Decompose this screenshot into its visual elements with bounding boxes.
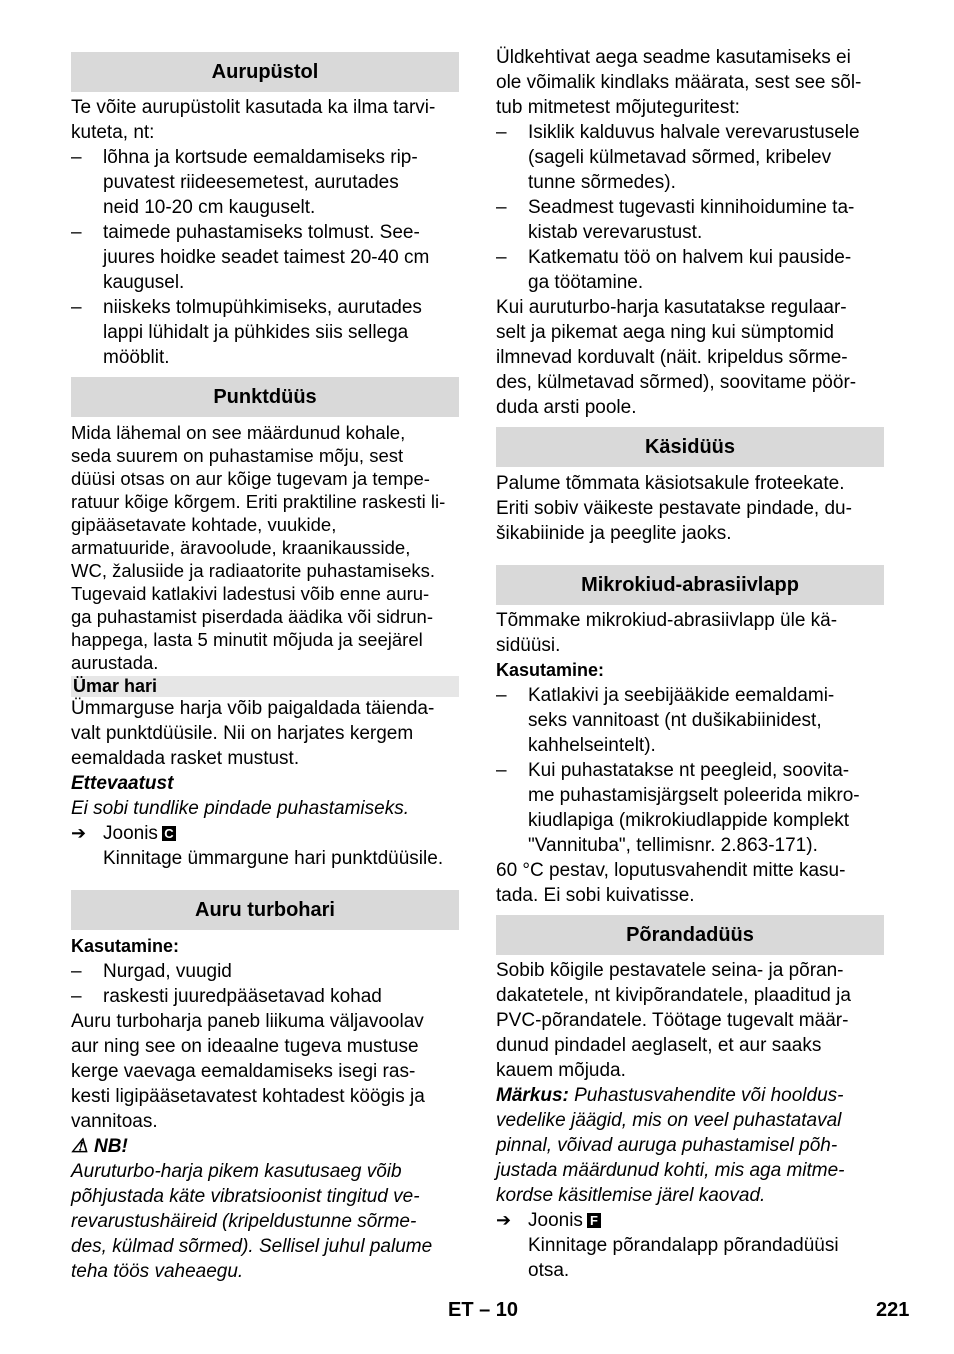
footer-language-page: ET – 10: [448, 1299, 519, 1321]
list-dash: –: [496, 247, 507, 268]
body-line: vannitoas.: [71, 1111, 158, 1132]
body-line: ga puhastamist piserdada äädika või sidrun-: [71, 606, 433, 627]
section-heading-porandaduus: Põrandadüüs: [496, 915, 884, 955]
section-heading-mikrokiud: Mikrokiud-abrasiivlapp: [496, 565, 884, 605]
caution-label: Ettevaatust: [71, 773, 174, 794]
caution-text: Ei sobi tundlike pindade puhastamiseks.: [71, 798, 409, 819]
list-dash: –: [496, 197, 507, 218]
list-item-line: seks vannitoast (nt dušikabiinidest,: [528, 710, 822, 731]
note-text: Puhastusvahendite või hooldus-: [568, 1085, 844, 1106]
body-line: happega, lasta 5 minutit mõjuda ja seejärel: [71, 629, 423, 650]
figure-letter-icon: C: [162, 826, 176, 841]
list-dash: –: [71, 297, 82, 318]
figure-reference-c: [103, 821, 176, 846]
list-dash: –: [71, 961, 82, 982]
body-line: Mida lähemal on see määrdunud kohale,: [71, 422, 406, 443]
aurupustol-intro-line-2: kuteta, nt:: [71, 122, 155, 143]
warning-text-line: teha töös vaheaegu.: [71, 1261, 244, 1282]
arrow-icon: ➔: [496, 1210, 512, 1230]
body-line: des, külmetavad sõrmed), soovitame pöör-: [496, 372, 857, 393]
list-item-line: puvatest riideesemetest, aurutades: [103, 172, 399, 193]
body-line: kesti ligipääsetavatest kohtadest köögis ja: [71, 1086, 425, 1107]
figure-letter-icon: F: [587, 1213, 601, 1228]
body-line: sidüüsi.: [496, 635, 561, 656]
body-line: šikabiinide ja peeglite jaoks.: [496, 523, 732, 544]
body-line: kerge vaevaga eemaldamiseks isegi ras-: [71, 1061, 416, 1082]
section-heading-aurupustol: Aurupüstol: [71, 52, 459, 92]
figure-label: Joonis: [103, 823, 158, 844]
umar-hari-line-2: valt punktdüüsile. Nii on harjates kergem: [71, 723, 414, 744]
body-line: dunud pindadel aeglaselt, et aur saaks: [496, 1035, 822, 1056]
body-line: aurustada.: [71, 652, 159, 673]
list-item-line: tunne sõrmedes).: [528, 172, 676, 193]
list-item-line: niiskeks tolmupühkimiseks, aurutades: [103, 297, 422, 318]
list-item-line: lappi lühidalt ja pühkides siis sellega: [103, 322, 409, 343]
body-line: düüsi otsas on aur kõige tugevam ja tempe-: [71, 468, 430, 489]
body-line: WC, žalusiide ja radiaatorite puhastamiseks.: [71, 560, 435, 581]
body-line: aur ning see on ideaalne tugeva mustuse: [71, 1036, 419, 1057]
body-line: Sobib kõigile pestavatele seina- ja põran-: [496, 960, 844, 981]
list-item-line: me puhastamisjärgselt poleerida mikro-: [528, 785, 860, 806]
body-line: armatuuride, äravoolude, kraanikausside,: [71, 537, 411, 558]
list-item-line: taimede puhastamiseks tolmust. See-: [103, 222, 420, 243]
list-item-line: kahhelseintelt).: [528, 735, 656, 756]
list-item-line: Seadmest tugevasti kinnihoidumine ta-: [528, 197, 855, 218]
page-number: 221: [876, 1299, 910, 1321]
list-item-line: lõhna ja kortsude eemaldamiseks rip-: [103, 147, 418, 168]
figure-label: Joonis: [528, 1210, 583, 1231]
umar-hari-line-1: Ümmarguse harja võib paigaldada täienda-: [71, 698, 435, 719]
warning-icon: ⚠: [71, 1136, 89, 1157]
body-line: gipääsetavate kohtade, vuukide,: [71, 514, 337, 535]
list-item-line: Katkematu töö on halvem kui pauside-: [528, 247, 852, 268]
body-line: duda arsti poole.: [496, 397, 637, 418]
body-line: Kui auruturbo-harja kasutatakse regulaar-: [496, 297, 847, 318]
body-line: Auru turboharja paneb liikuma väljavoolav: [71, 1011, 424, 1032]
list-item-line: juures hoidke seadet taimest 20-40 cm: [103, 247, 430, 268]
body-line: Eriti sobiv väikeste pestavate pindade, du-: [496, 498, 852, 519]
list-item-line: "Vannituba", tellimisnr. 2.863-171).: [528, 835, 818, 856]
body-line: Tugevaid katlakivi ladestusi võib enne auru-: [71, 583, 430, 604]
list-dash: –: [496, 122, 507, 143]
body-line: seda suurem on puhastamise mõju, sest: [71, 445, 404, 466]
note-line: [496, 1083, 844, 1108]
list-item-line: Nurgad, vuugid: [103, 961, 232, 982]
list-item-line: kistab verevarustust.: [528, 222, 703, 243]
aurupustol-intro-line-1: Te võite aurupüstolit kasutada ka ilma tarvi-: [71, 97, 436, 118]
list-dash: –: [496, 685, 507, 706]
usage-label: Kasutamine:: [71, 936, 180, 956]
arrow-icon: ➔: [71, 823, 87, 843]
list-item-line: Kui puhastatakse nt peegleid, soovita-: [528, 760, 850, 781]
list-item-line: (sageli külmetavad sõrmed, kribelev: [528, 147, 832, 168]
list-item-line: neid 10-20 cm kauguselt.: [103, 197, 316, 218]
section-heading-kasiduus: Käsidüüs: [496, 427, 884, 467]
warning-text-line: des, külmad sõrmed). Sellisel juhul palume: [71, 1236, 433, 1257]
umar-hari-line-3: eemaldada rasket mustust.: [71, 748, 300, 769]
body-line: selt ja pikemat aega ning kui sümptomid: [496, 322, 834, 343]
warning-text-line: Auruturbo-harja pikem kasutusaeg võib: [71, 1161, 402, 1182]
list-item-line: kiudlapiga (mikrokiudlappide komplekt: [528, 810, 850, 831]
warning-text-line: põhjustada käte vibratsioonist tingitud ve-: [71, 1186, 420, 1207]
body-line: tada. Ei sobi kuivatisse.: [496, 885, 695, 906]
body-line: 60 °C pestav, loputusvahendit mitte kasu-: [496, 860, 846, 881]
section-heading-auru-turbohari: Auru turbohari: [71, 890, 459, 930]
section-heading-punktduus: Punktdüüs: [71, 377, 459, 417]
subsection-heading-umar-hari: Ümar hari: [71, 676, 459, 697]
list-dash: –: [71, 986, 82, 1007]
figure-reference-f: [528, 1208, 601, 1233]
body-line: ratuur kõige kõrgem. Eriti praktiline raskesti li-: [71, 491, 446, 512]
warning-heading: [71, 1134, 128, 1159]
note-line: pinnal, võivad auruga puhastamisel põh-: [496, 1135, 838, 1156]
list-item-line: Isiklik kalduvus halvale verevarustusele: [528, 122, 860, 143]
body-line: PVC-põrandatele. Töötage tugevalt määr-: [496, 1010, 849, 1031]
figure-instruction: Kinnitage põrandalapp põrandadüüsi: [528, 1235, 839, 1256]
note-line: vedelike jäägid, mis on veel puhastataval: [496, 1110, 842, 1131]
body-line: kauem mõjuda.: [496, 1060, 626, 1081]
body-line: ilmnevad korduvalt (näit. kripeldus sõrme-: [496, 347, 848, 368]
list-item-line: mööblit.: [103, 347, 170, 368]
intro-line: ole võimalik kindlaks määrata, sest see sõl-: [496, 72, 862, 93]
note-label: Märkus:: [496, 1085, 569, 1106]
note-line: kordse käsitlemise järel kaovad.: [496, 1185, 766, 1206]
warning-text-line: revarustushäireid (kripeldustunne sõrme-: [71, 1211, 417, 1232]
figure-instruction: Kinnitage ümmargune hari punktdüüsile.: [103, 848, 444, 869]
intro-line: tub mitmetest mõjuteguritest:: [496, 97, 740, 118]
list-item-line: Katlakivi ja seebijääkide eemaldami-: [528, 685, 835, 706]
list-item-line: raskesti juuredpääsetavad kohad: [103, 986, 382, 1007]
list-item-line: ga töötamine.: [528, 272, 644, 293]
list-dash: –: [71, 222, 82, 243]
body-line: dakatetele, nt kivipõrandatele, plaaditud ja: [496, 985, 851, 1006]
figure-instruction: otsa.: [528, 1260, 570, 1281]
body-line: Palume tõmmata käsiotsakule froteekate.: [496, 473, 845, 494]
body-line: Tõmmake mikrokiud-abrasiivlapp üle kä-: [496, 610, 838, 631]
note-line: justada määrdunud kohti, mis aga mitme-: [496, 1160, 845, 1181]
list-dash: –: [496, 760, 507, 781]
warning-label: NB!: [94, 1136, 128, 1157]
usage-label: Kasutamine:: [496, 660, 605, 680]
list-item-line: kaugusel.: [103, 272, 185, 293]
intro-line: Üldkehtivat aega seadme kasutamiseks ei: [496, 47, 851, 68]
list-dash: –: [71, 147, 82, 168]
